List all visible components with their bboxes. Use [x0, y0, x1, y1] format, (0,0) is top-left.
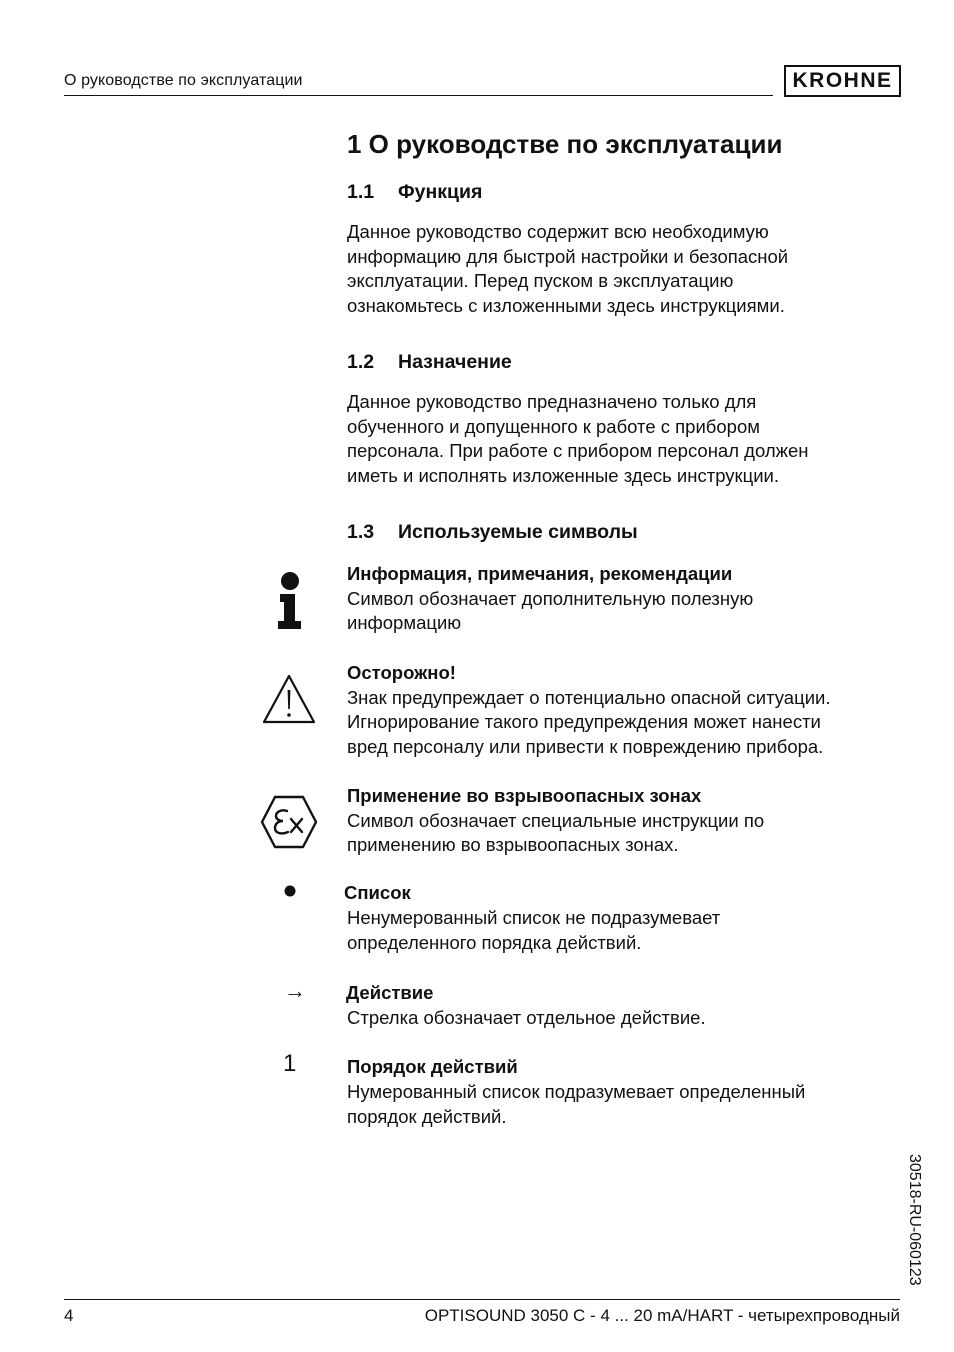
text-line: ознакомьтесь с изложенными здесь инструкциями.: [347, 294, 785, 316]
symbol-item-info: [347, 562, 753, 636]
chapter-title: 1 О руководстве по эксплуатации: [347, 129, 783, 159]
running-header: О руководстве по эксплуатации: [64, 72, 303, 89]
text-line: применению во взрывоопасных зонах.: [347, 834, 679, 856]
symbol-description: [347, 1006, 706, 1031]
section-1-1-text: [347, 220, 907, 318]
krohne-logo: KROHNE: [784, 65, 901, 97]
header-rule: [64, 95, 773, 96]
info-icon: [274, 572, 306, 630]
text-line: персонала. При работе с прибором персонал должен: [347, 440, 809, 462]
symbol-item-warning: [347, 661, 831, 759]
text-line: порядок действий.: [347, 1105, 507, 1127]
section-number: 1.1: [347, 181, 375, 203]
section-number: 1.2: [347, 351, 375, 373]
page-number: 4: [64, 1306, 74, 1325]
text-line: определенного порядка действий.: [347, 931, 642, 953]
symbol-item-sequence: [347, 1055, 518, 1080]
section-heading-1-3: [347, 521, 638, 544]
symbol-item-action: [346, 981, 433, 1006]
document-code-container: [903, 1154, 923, 1304]
text-line: Игнорирование такого предупреждения может нанести: [347, 711, 821, 733]
text-line: Символ обозначает специальные инструкции по: [347, 809, 765, 831]
text-line: Нумерованный список подразумевает определенный: [347, 1081, 806, 1102]
warning-triangle-icon: [261, 673, 317, 725]
text-line: вред персоналу или привести к повреждению прибора.: [347, 735, 824, 757]
footer-rule: [64, 1299, 900, 1300]
section-title: Функция: [398, 181, 483, 203]
text-line: обученного и допущенного к работе с прибором: [347, 415, 760, 437]
text-line: Данное руководство предназначено только для: [347, 391, 757, 412]
text-line: Знак предупреждает о потенциально опасной ситуации.: [347, 686, 831, 708]
symbol-description: [347, 587, 753, 636]
symbol-title: Применение во взрывоопасных зонах: [347, 785, 702, 806]
text-line: информацию для быстрой настройки и безопасной: [347, 245, 789, 267]
section-number: 1.3: [347, 521, 375, 543]
section-heading-1-1: [347, 181, 482, 204]
document-code: 30518-RU-060123: [906, 1154, 923, 1286]
symbol-title: Действие: [346, 982, 434, 1003]
symbol-description: [347, 906, 720, 955]
bullet-icon: [284, 885, 296, 897]
symbol-description: [347, 1080, 805, 1129]
symbol-item-ex: [347, 784, 764, 858]
symbol-description: [347, 809, 764, 858]
arrow-right-icon: →: [284, 978, 306, 1003]
symbol-title: Список: [344, 882, 411, 903]
number-one-icon: 1: [283, 1050, 297, 1077]
section-title: Используемые символы: [398, 521, 638, 543]
ex-hexagon-icon: [260, 795, 318, 849]
text-line: информацию: [347, 612, 462, 634]
text-line: Стрелка обозначает отдельное действие.: [347, 1007, 706, 1028]
symbol-description: [347, 686, 831, 760]
section-1-2-text: [347, 390, 907, 488]
symbol-title: Осторожно!: [347, 662, 456, 683]
text-line: Символ обозначает дополнительную полезную: [347, 587, 754, 609]
text-line: Ненумерованный список не подразумевает: [347, 907, 721, 928]
text-line: Данное руководство содержит всю необходимую: [347, 221, 769, 242]
text-line: эксплуатации. Перед пуском в эксплуатацию: [347, 270, 734, 292]
symbol-title: Информация, примечания, рекомендации: [347, 563, 733, 584]
symbol-item-list: [344, 881, 411, 906]
product-name: OPTISOUND 3050 C - 4 ... 20 mA/HART - четырехпроводный: [424, 1306, 900, 1325]
symbol-title: Порядок действий: [347, 1056, 518, 1077]
section-title: Назначение: [398, 351, 512, 373]
section-heading-1-2: [347, 351, 512, 374]
text-line: иметь и исполнять изложенные здесь инструкции.: [347, 464, 780, 486]
